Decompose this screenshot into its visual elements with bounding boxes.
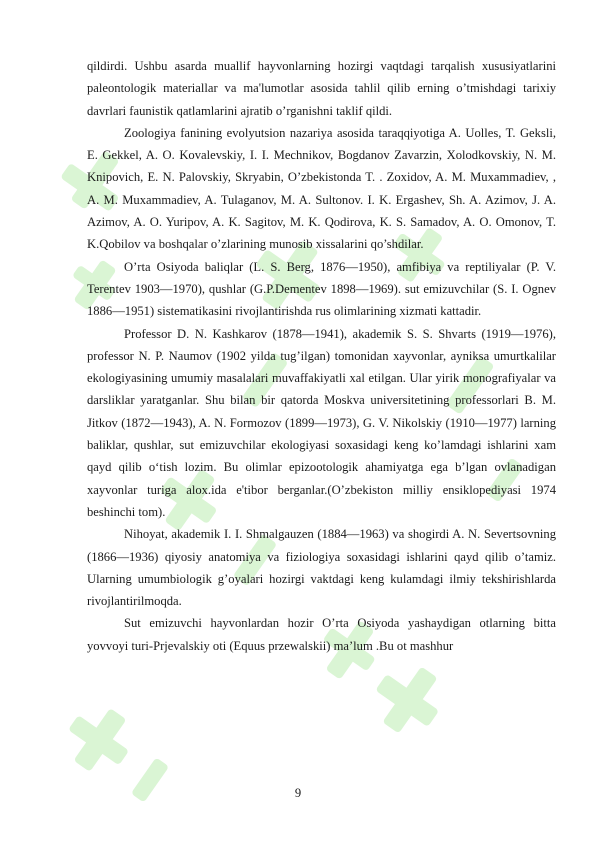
paragraph-6: Sut emizuvchi hayvonlardan hozir O’rta Osiyoda yashaydigan otlarning bitta yovvoyi turi-Prjevalskiy oti (Equus przewalskii) ma’lum .Bu ot mashhur [87, 616, 556, 653]
paragraph-5: Nihoyat, akademik I. I. Shmalgauzen (1884—1963) va shogirdi A. N. Severtsovning (1866—1936) qiyosiy anatomiya va fiziologiya soxasidagi ishlarini qayd qilib o’tamiz. Ularning umumbiologik g’oyalari hozirgi vaktdagi keng kulamdagi ilmiy tekshirishlarda rivojlantirilmoqda. [87, 527, 556, 609]
paragraph-4: Professor D. N. Kashkarov (1878—1941), akademik S. S. Shvarts (1919—1976), professor N. P. Naumov (1902 yilda tug’ilgan) tomonidan xayvonlar, ayniksa umurtkalilar ekologiyasining umumiy masalalari muvaffakiyatli xal etilgan. Ular yirik monografiyalar va darsliklar yaratganlar. Shu bilan bir qatorda Moskva universitetining professorlari B. M. Jitkov (1872—1943), A. N. Formozov (1899—1973), G. V. Nikolskiy (1910—1977) larning baliklar, qushlar, sut emizuvchilar ekologiyasi soxasidagi keng ko’lamdagi ishlarini xam qayd qilib o‘tish lozim. Bu olimlar epizootologik ahamiyatga ega b’lgan ovlanadigan xayvonlar turiga alox.ida e'tibor berganlar.(O’zbekiston milliy ensiklopediyasi 1974 beshinchi tom). [87, 326, 556, 519]
paragraph-1: qildirdi. Ushbu asarda muallif hayvonlarning hozirgi vaqtdagi tarqalish xususiyatlarini paleontologik materiallar va ma'lumotlar asosida tahlil qilib erning o’tmishdagi tarixiy davrlari faunistik qatlamlarini ajratib o’rganishni taklif qildi. [87, 59, 556, 118]
page-number: 9 [294, 786, 302, 800]
body-text [87, 55, 556, 657]
paragraph-2: Zoologiya fanining evolyutsion nazariya asosida taraqqiyotiga A. Uolles, T. Geksli, E. Gekkel, A. O. Kovalevskiy, I. I. Mechnikov, Bogdanov Zavarzin, Xolodkovskiy, N. M. Knipovich, E. N. Palovskiy, Skryabin, O’zbekistonda T. . Zoxidov, A. M. Muxammadiev, , A. M. Muxammadiev, A. Tulaganov, M. A. Sultonov. I. K. Ergashev, Sh. A. Azimov, J. A. Azimov, A. O. Yuripov, A. K. Sagitov, M. K. Qodirova, K. S. Samadov, A. O. Omonov, T. K.Qobilov va boshqalar o’zlarining munosib xissalarini qo’shdilar. [87, 125, 556, 252]
paragraph-3: O’rta Osiyoda baliqlar (L. S. Berg, 1876—1950), amfibiya va reptiliyalar (P. V. Terentev 1903—1970), qushlar (G.P.Dementev 1898—1969). sut emizuvchilar (S. I. Ognev 1886—1951) sistematikasini rivojlantirishda rus olimlarining xizmati kattadir. [87, 259, 556, 319]
